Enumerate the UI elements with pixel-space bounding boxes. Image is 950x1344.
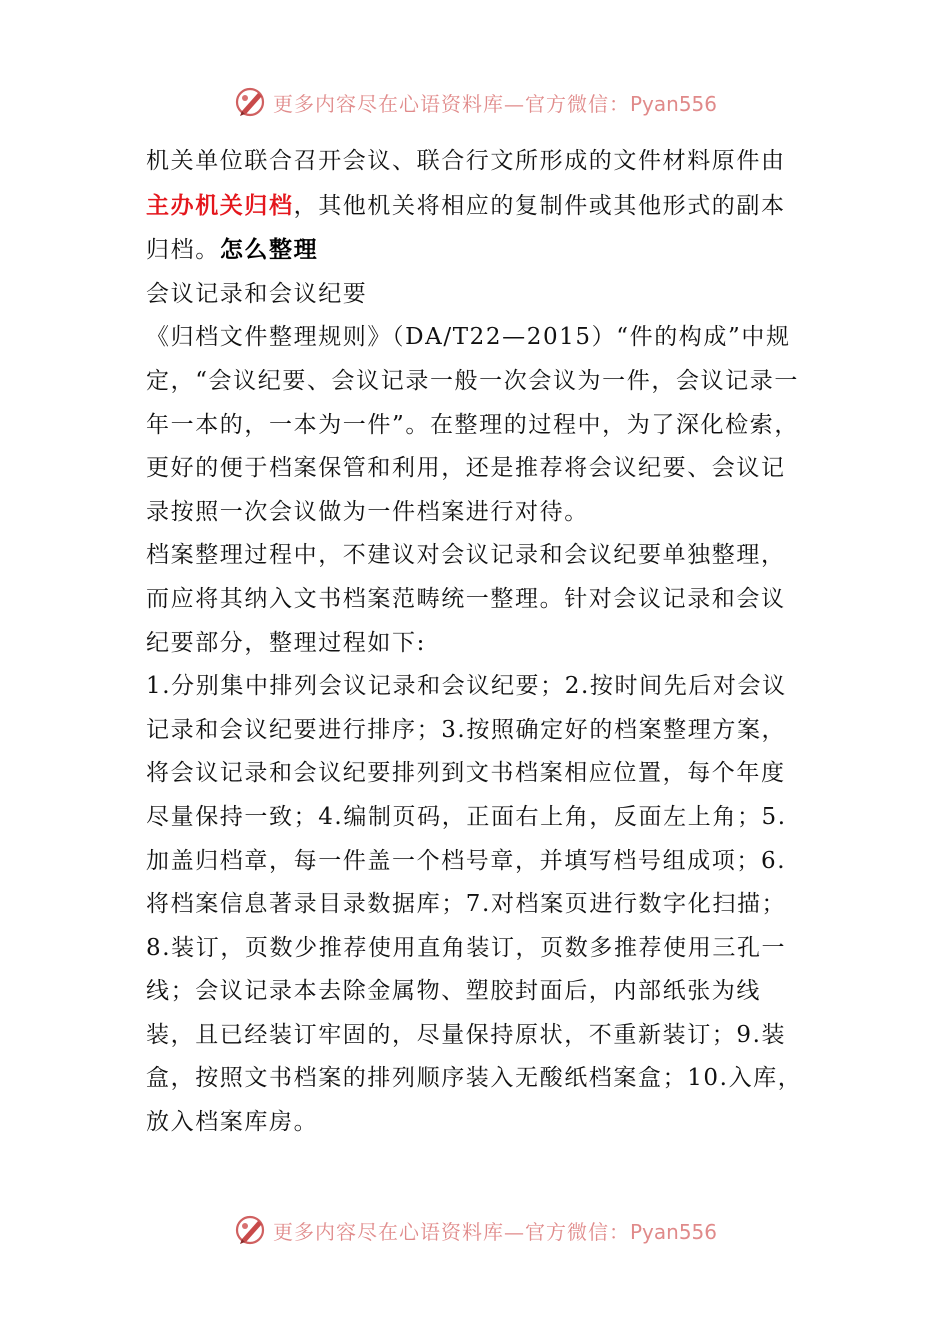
subheading-how-to: 怎么整理 <box>219 236 319 264</box>
highlight-red: 主办机关归档 <box>146 191 294 219</box>
paragraph-process-steps: 1.分别集中排列会议记录和会议纪要；2.按时间先后对会议记录和会议纪要进行排序；3.按照确定好的档案整理方案，将会议记录和会议纪要排列到文书档案相应位置，每个年度尽量保持一致；4.编制页码，正面右上角，反面左上角；5.加盖归档章，每一件盖一个档号章，并填写档号组成项；6.将档案信息著录目录数据库；7.对档案页进行数字化扫描；8.装订，页数少推荐使用直角装订，页数多推荐使用三孔一线；会议记录本去除金属物、塑胶封面后，内部纸张为线装，且已经装订牢固的，尽量保持原状，不重新装订；9.装盒，按照文书档案的排列顺序装入无酸纸档案盒；10.入库，放入档案库房。 <box>146 673 803 1136</box>
document-body <box>146 140 806 1145</box>
footer-banner <box>0 1212 950 1248</box>
paragraph-rules-citation: 《归档文件整理规则》（DA/T22—2015）“件的构成”中规定，“会议纪要、会议记录一般一次会议为一件，会议记录一年一本的，一本为一件”。在整理的过程中，为了深化检索，更好的便于档案保管和利用，还是推荐将会议纪要、会议记录按照一次会议做为一件档案进行对待。 <box>146 324 799 525</box>
pen-logo-icon <box>233 84 269 120</box>
header-banner-text: 更多内容尽在心语资料库—官方微信：Pyan556 <box>272 91 717 116</box>
paragraph-archiving-rule: 机关单位联合召开会议、联合行文所形成的文件材料原件由主办机关归档，其他机关将相应的复制件或其他形式的副本归档。怎么整理 <box>146 148 786 264</box>
header-banner <box>0 84 950 120</box>
footer-wechat-id: Pyan556 <box>629 1219 717 1244</box>
section-title: 会议记录和会议纪要 <box>146 280 368 307</box>
pen-logo-icon <box>233 1212 269 1248</box>
header-wechat-id: Pyan556 <box>629 91 717 116</box>
paragraph-process-intro: 档案整理过程中，不建议对会议记录和会议纪要单独整理，而应将其纳入文书档案范畴统一整理。针对会议记录和会议纪要部分，整理过程如下: <box>146 542 786 656</box>
footer-banner-text: 更多内容尽在心语资料库—官方微信：Pyan556 <box>272 1219 717 1244</box>
